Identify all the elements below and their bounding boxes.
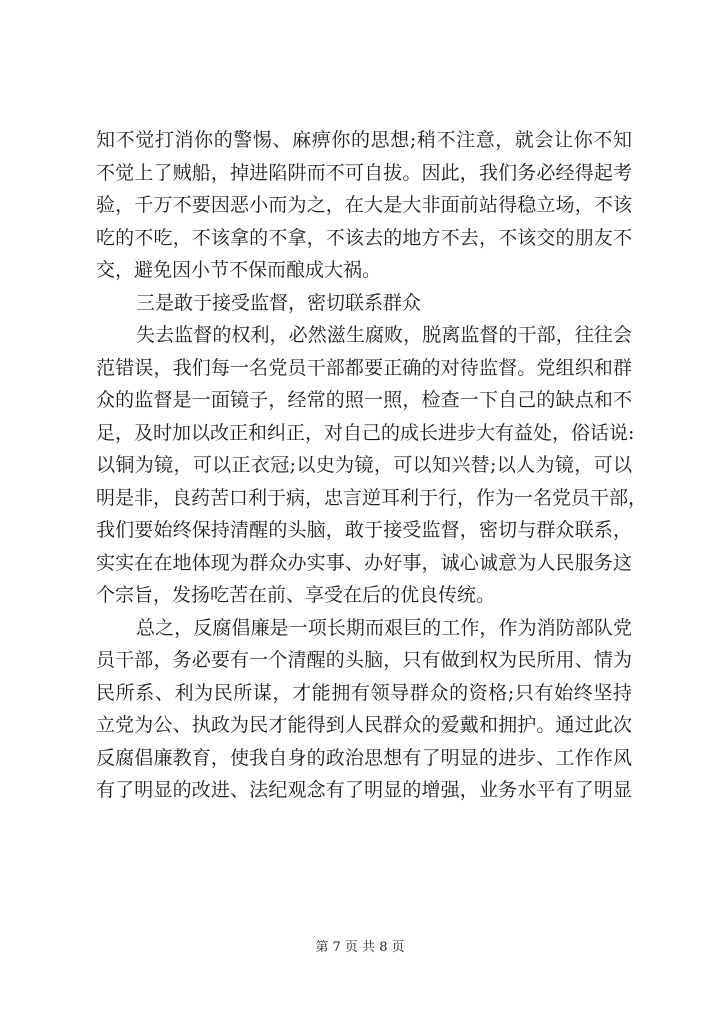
- text-line: 足，及时加以改正和纠正，对自己的成长进步大有益处，俗话说:: [96, 421, 635, 444]
- page-number-footer: 第 7 页 共 8 页: [315, 940, 405, 955]
- text-line: 总之，反腐倡廉是一项长期而艰巨的工作，作为消防部队党: [136, 616, 632, 639]
- text-line: 以铜为镜，可以正衣冠;以史为镜，可以知兴替;以人为镜，可以: [96, 454, 632, 476]
- text-line: 反腐倡廉教育，使我自身的政治思想有了明显的进步、工作作风: [96, 746, 632, 769]
- text-line: 验，千万不要因恶小而为之，在大是大非面前站得稳立场，不该: [96, 194, 632, 216]
- text-line: 明是非，良药苦口利于病，忠言逆耳利于行，作为一名党员干部，: [96, 486, 648, 509]
- document-body: [96, 124, 648, 807]
- text-line: 交，避免因小节不保而酿成大祸。: [96, 259, 382, 281]
- text-line: 众的监督是一面镜子，经常的照一照，检查一下自己的缺点和不: [96, 389, 632, 411]
- text-line: 不觉上了贼船，掉进陷阱而不可自拔。因此，我们务必经得起考: [96, 161, 632, 184]
- text-line: 实实在在地体现为群众办实事、办好事，诚心诚意为人民服务这: [96, 551, 632, 574]
- text-line: 我们要始终保持清醒的头脑，敢于接受监督，密切与群众联系，: [96, 519, 632, 541]
- text-line: 失去监督的权利，必然滋生腐败，脱离监督的干部，往往会: [136, 324, 632, 346]
- section-heading: 三是敢于接受监督，密切联系群众: [136, 291, 422, 314]
- text-line: 个宗旨，发扬吃苦在前、享受在后的优良传统。: [96, 584, 496, 606]
- text-line: 民所系、利为民所谋，才能拥有领导群众的资格;只有始终坚持: [96, 681, 632, 704]
- text-line: 吃的不吃，不该拿的不拿，不该去的地方不去，不该交的朋友不: [96, 226, 632, 249]
- text-line: 员干部，务必要有一个清醒的头脑，只有做到权为民所用、情为: [96, 649, 632, 671]
- text-line: 有了明显的改进、法纪观念有了明显的增强，业务水平有了明显: [96, 779, 632, 801]
- text-line: 范错误，我们每一名党员干部都要正确的对待监督。党组织和群: [96, 356, 632, 379]
- text-line: 立党为公、执政为民才能得到人民群众的爱戴和拥护。通过此次: [96, 714, 632, 736]
- text-line: 知不觉打消你的警惕、麻痹你的思想;稍不注意，就会让你不知: [96, 129, 632, 151]
